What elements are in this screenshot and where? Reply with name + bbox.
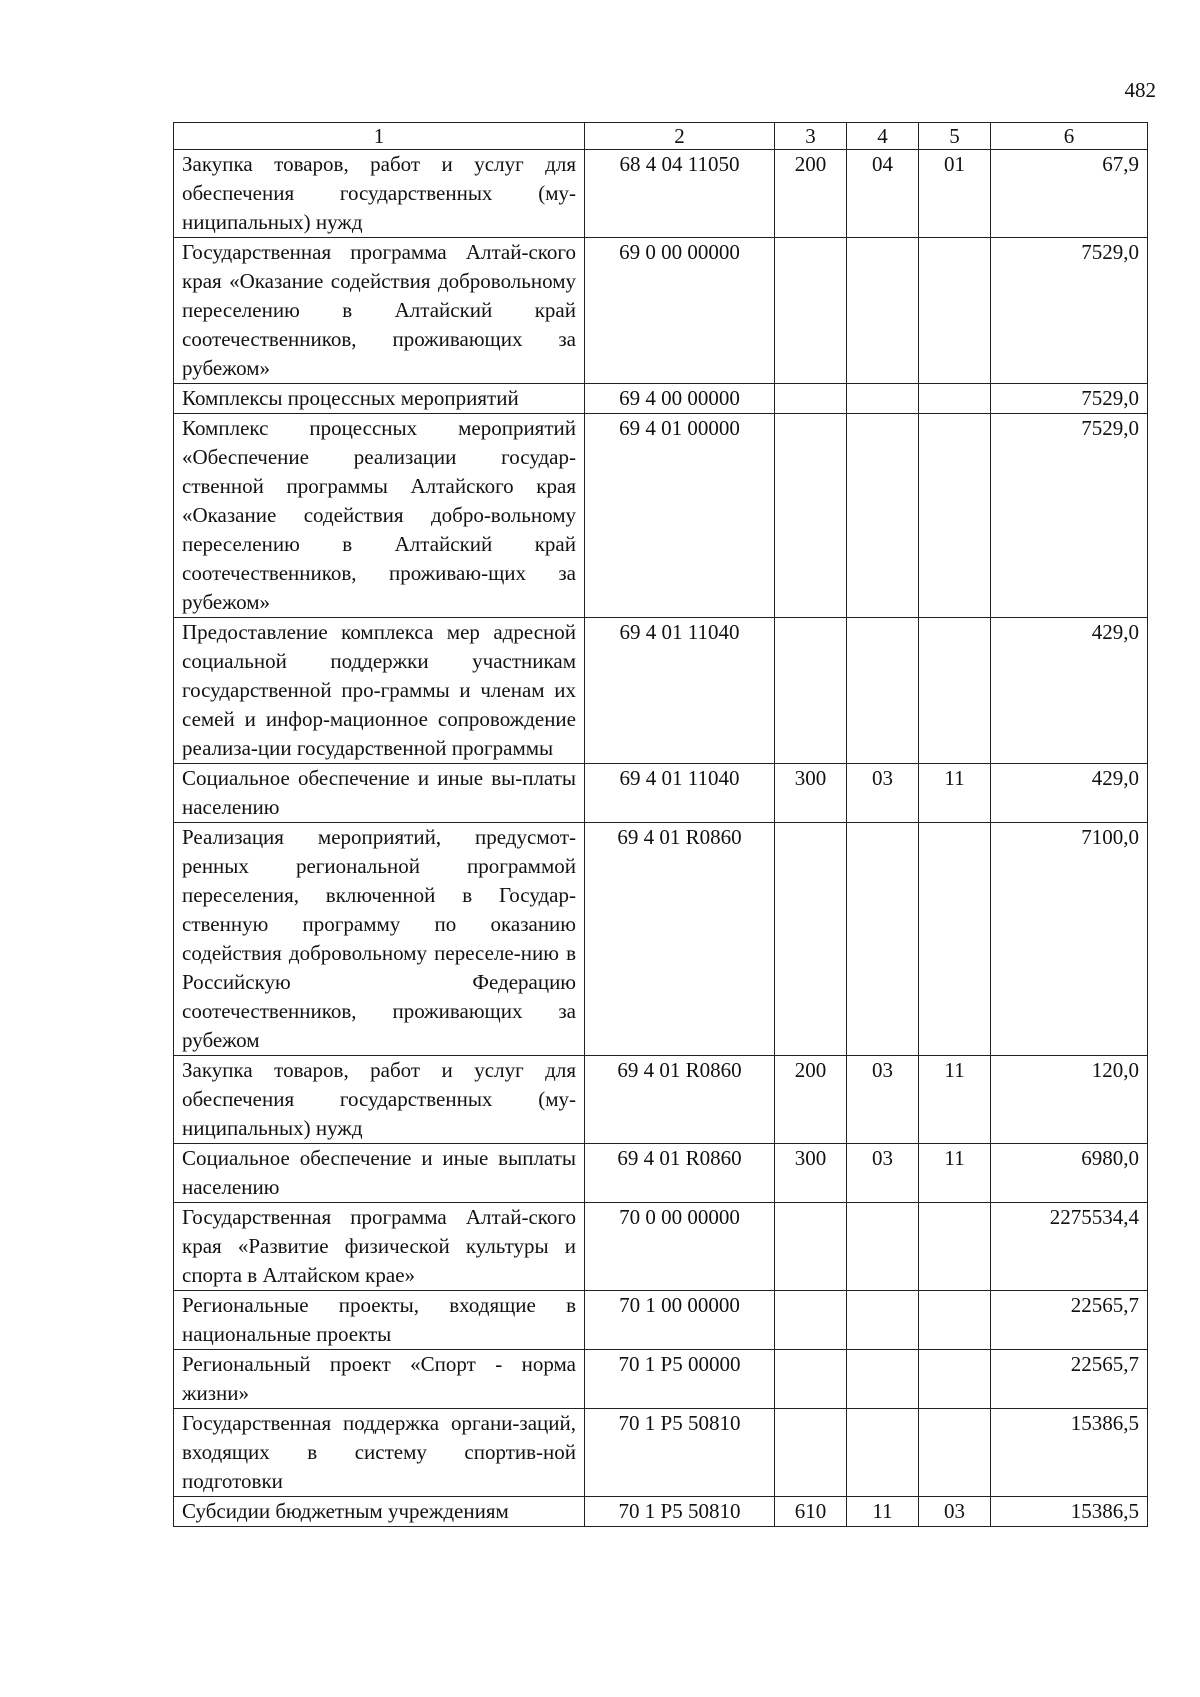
row-col5-cell: 11 — [919, 764, 991, 823]
row-code-cell: 70 1 P5 50810 — [585, 1409, 775, 1497]
table-row — [174, 384, 1148, 414]
row-code-cell: 70 1 P5 50810 — [585, 1497, 775, 1527]
page-number: 482 — [1124, 78, 1156, 102]
row-col4-cell — [847, 1409, 919, 1497]
row-col5-cell: 01 — [919, 150, 991, 238]
row-col4-cell: 03 — [847, 1056, 919, 1144]
row-col3-cell: 300 — [775, 1144, 847, 1203]
table-row — [174, 1497, 1148, 1527]
row-col3-cell: 200 — [775, 1056, 847, 1144]
row-col5-cell — [919, 384, 991, 414]
row-col3-cell — [775, 1409, 847, 1497]
row-col3-cell — [775, 1203, 847, 1291]
table-row — [174, 823, 1148, 1056]
budget-table — [173, 122, 1148, 1527]
row-code-cell: 69 4 01 R0860 — [585, 823, 775, 1056]
row-col4-cell: 04 — [847, 150, 919, 238]
row-col5-cell — [919, 618, 991, 764]
row-col4-cell: 03 — [847, 1144, 919, 1203]
table-row — [174, 414, 1148, 618]
row-col3-cell — [775, 618, 847, 764]
row-col5-cell — [919, 238, 991, 384]
row-col5-cell: 11 — [919, 1056, 991, 1144]
table-body — [174, 150, 1148, 1527]
table-row — [174, 1291, 1148, 1350]
row-col3-cell — [775, 823, 847, 1056]
row-name-cell: Государственная поддержка органи-заций, входящих в систему спортив-ной подготовки — [174, 1409, 585, 1497]
row-col3-cell — [775, 414, 847, 618]
row-col4-cell: 11 — [847, 1497, 919, 1527]
row-code-cell: 70 1 P5 00000 — [585, 1350, 775, 1409]
row-amount-cell: 7100,0 — [991, 823, 1148, 1056]
table-row — [174, 1144, 1148, 1203]
column-header: 2 — [585, 123, 775, 150]
row-col5-cell — [919, 823, 991, 1056]
row-amount-cell: 22565,7 — [991, 1291, 1148, 1350]
row-amount-cell: 7529,0 — [991, 238, 1148, 384]
column-header: 1 — [174, 123, 585, 150]
row-col3-cell: 200 — [775, 150, 847, 238]
row-name-cell: Региональный проект «Спорт - норма жизни» — [174, 1350, 585, 1409]
row-col5-cell — [919, 1203, 991, 1291]
row-col5-cell — [919, 1350, 991, 1409]
row-col3-cell — [775, 1350, 847, 1409]
row-col4-cell — [847, 1203, 919, 1291]
row-col3-cell — [775, 384, 847, 414]
row-col4-cell — [847, 414, 919, 618]
row-col5-cell — [919, 414, 991, 618]
row-name-cell: Реализация мероприятий, предусмот-ренных региональной программой переселения, включенной в Государ-ственную программу по оказанию содействия добровольному переселе-нию в Российскую Федерацию соотечественников, проживающих за рубежом — [174, 823, 585, 1056]
column-header: 3 — [775, 123, 847, 150]
row-code-cell: 68 4 04 11050 — [585, 150, 775, 238]
row-amount-cell: 429,0 — [991, 764, 1148, 823]
row-code-cell: 70 1 00 00000 — [585, 1291, 775, 1350]
row-code-cell: 70 0 00 00000 — [585, 1203, 775, 1291]
table-row — [174, 238, 1148, 384]
row-col4-cell: 03 — [847, 764, 919, 823]
row-col3-cell: 610 — [775, 1497, 847, 1527]
row-code-cell: 69 4 01 00000 — [585, 414, 775, 618]
row-col4-cell — [847, 384, 919, 414]
row-col3-cell — [775, 238, 847, 384]
table-row — [174, 1350, 1148, 1409]
row-col4-cell — [847, 618, 919, 764]
row-name-cell: Социальное обеспечение и иные выплаты населению — [174, 1144, 585, 1203]
table-row — [174, 1056, 1148, 1144]
row-code-cell: 69 4 01 R0860 — [585, 1056, 775, 1144]
row-col4-cell — [847, 1291, 919, 1350]
row-name-cell: Закупка товаров, работ и услуг для обеспечения государственных (му-ниципальных) нужд — [174, 1056, 585, 1144]
row-amount-cell: 22565,7 — [991, 1350, 1148, 1409]
row-code-cell: 69 4 01 11040 — [585, 764, 775, 823]
row-amount-cell: 7529,0 — [991, 384, 1148, 414]
column-header: 6 — [991, 123, 1148, 150]
row-amount-cell: 67,9 — [991, 150, 1148, 238]
row-col5-cell — [919, 1291, 991, 1350]
row-code-cell: 69 4 00 00000 — [585, 384, 775, 414]
row-col4-cell — [847, 238, 919, 384]
row-amount-cell: 7529,0 — [991, 414, 1148, 618]
table-row — [174, 150, 1148, 238]
row-name-cell: Региональные проекты, входящие в национальные проекты — [174, 1291, 585, 1350]
row-name-cell: Субсидии бюджетным учреждениям — [174, 1497, 585, 1527]
row-col5-cell — [919, 1409, 991, 1497]
row-amount-cell: 120,0 — [991, 1056, 1148, 1144]
row-amount-cell: 429,0 — [991, 618, 1148, 764]
row-amount-cell: 6980,0 — [991, 1144, 1148, 1203]
row-amount-cell: 15386,5 — [991, 1409, 1148, 1497]
row-code-cell: 69 4 01 R0860 — [585, 1144, 775, 1203]
row-col5-cell: 03 — [919, 1497, 991, 1527]
row-code-cell: 69 0 00 00000 — [585, 238, 775, 384]
table-header-row — [174, 123, 1148, 150]
row-col3-cell: 300 — [775, 764, 847, 823]
table-row — [174, 1203, 1148, 1291]
table-row — [174, 618, 1148, 764]
row-code-cell: 69 4 01 11040 — [585, 618, 775, 764]
table-row — [174, 764, 1148, 823]
row-name-cell: Государственная программа Алтай-ского края «Оказание содействия добровольному переселению в Алтайский край соотечественников, проживающих за рубежом» — [174, 238, 585, 384]
row-name-cell: Комплексы процессных мероприятий — [174, 384, 585, 414]
row-col4-cell — [847, 1350, 919, 1409]
row-col3-cell — [775, 1291, 847, 1350]
column-header: 4 — [847, 123, 919, 150]
row-name-cell: Закупка товаров, работ и услуг для обеспечения государственных (му-ниципальных) нужд — [174, 150, 585, 238]
column-header: 5 — [919, 123, 991, 150]
row-name-cell: Предоставление комплекса мер адресной социальной поддержки участникам государственной про-граммы и членам их семей и инфор-мационное сопровождение реализа-ции государственной программы — [174, 618, 585, 764]
row-name-cell: Комплекс процессных мероприятий «Обеспечение реализации государ-ственной программы Алтайского края «Оказание содействия добро-вольному переселению в Алтайский край соотечественников, проживаю-щих за рубежом» — [174, 414, 585, 618]
row-col4-cell — [847, 823, 919, 1056]
row-amount-cell: 15386,5 — [991, 1497, 1148, 1527]
row-name-cell: Государственная программа Алтай-ского края «Развитие физической культуры и спорта в Алтайском крае» — [174, 1203, 585, 1291]
row-col5-cell: 11 — [919, 1144, 991, 1203]
row-amount-cell: 2275534,4 — [991, 1203, 1148, 1291]
row-name-cell: Социальное обеспечение и иные вы-платы населению — [174, 764, 585, 823]
table-row — [174, 1409, 1148, 1497]
